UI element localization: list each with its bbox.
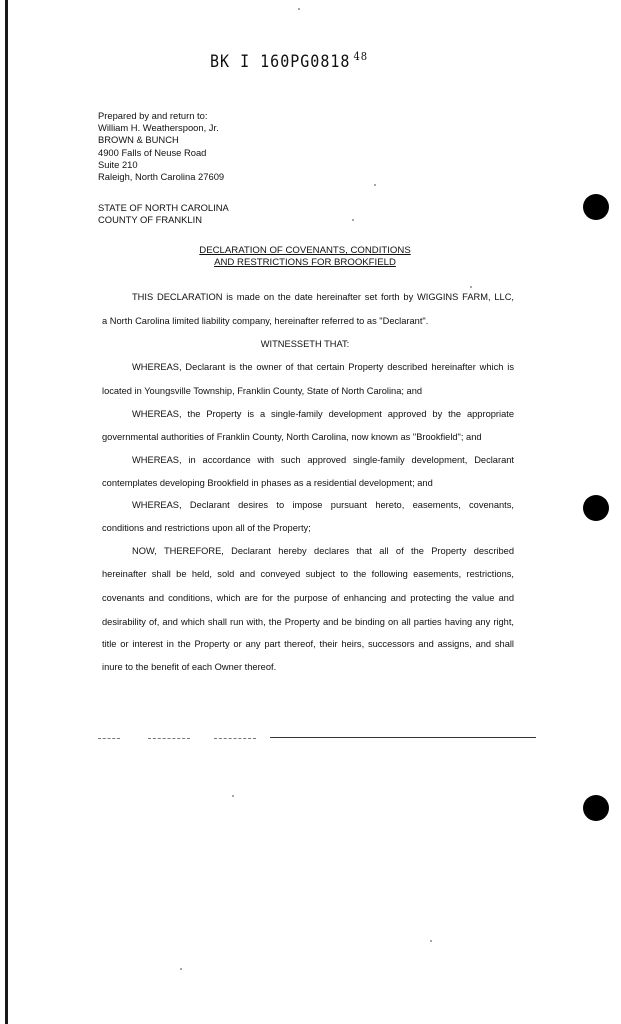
prepared-by-line: Raleigh, North Carolina 27609 bbox=[98, 171, 225, 183]
scan-speck bbox=[374, 184, 376, 186]
title-line-1: DECLARATION OF COVENANTS, CONDITIONS bbox=[199, 245, 411, 256]
whereas-1-line-2: located in Youngsville Township, Franklin County, State of North Carolina; and bbox=[102, 386, 423, 396]
handwritten-note: 48 bbox=[353, 50, 369, 64]
now-therefore-line-5: title or interest in the Property or any part thereof, their heirs, successors and assigns, and shall bbox=[102, 639, 514, 649]
prepared-by-block bbox=[98, 110, 224, 183]
state-line: STATE OF NORTH CAROLINA bbox=[98, 202, 229, 213]
county-line: COUNTY OF FRANKLIN bbox=[98, 214, 203, 226]
now-therefore-line-6: inure to the benefit of each Owner thereof. bbox=[102, 662, 277, 672]
scan-dash bbox=[98, 738, 120, 739]
signature-rule bbox=[270, 737, 536, 738]
prepared-by-line: Prepared by and return to: bbox=[98, 110, 208, 121]
witnesseth-heading: WITNESSETH THAT: bbox=[260, 339, 350, 349]
intro-line-2: a North Carolina limited liability company, hereinafter referred to as "Declarant". bbox=[102, 316, 429, 326]
intro-line-1: THIS DECLARATION is made on the date hereinafter set forth by WIGGINS FARM, LLC, bbox=[132, 292, 514, 302]
scan-speck bbox=[298, 8, 300, 10]
scan-edge bbox=[5, 0, 8, 1024]
prepared-by-line: 4900 Falls of Neuse Road bbox=[98, 146, 207, 158]
prepared-by-line: Suite 210 bbox=[98, 158, 138, 170]
document-title bbox=[0, 245, 610, 269]
scan-speck bbox=[430, 940, 432, 942]
whereas-2-line-1: WHEREAS, the Property is a single-family development approved by the appropriate bbox=[132, 409, 514, 419]
punch-hole-top bbox=[583, 194, 609, 220]
scan-speck bbox=[470, 286, 472, 288]
whereas-4-line-2: conditions and restrictions upon all of the Property; bbox=[102, 523, 311, 533]
scan-speck bbox=[232, 795, 234, 797]
now-therefore-line-1: NOW, THEREFORE, Declarant hereby declares that all of the Property described bbox=[132, 546, 514, 556]
prepared-by-line: BROWN & BUNCH bbox=[98, 134, 179, 146]
book-page-stamp bbox=[210, 51, 368, 72]
whereas-3-line-1: WHEREAS, in accordance with such approved single-family development, Declarant bbox=[132, 455, 514, 465]
punch-hole-bottom bbox=[583, 795, 609, 821]
whereas-1-line-1: WHEREAS, Declarant is the owner of that certain Property described hereinafter which is bbox=[132, 362, 514, 372]
book-page-number: BK I 160PG0818 bbox=[210, 50, 351, 72]
scan-speck bbox=[352, 219, 354, 221]
scan-dash bbox=[148, 738, 190, 739]
whereas-2-line-2: governmental authorities of Franklin County, North Carolina, now known as "Brookfield"; and bbox=[102, 432, 482, 442]
prepared-by-line: William H. Weatherspoon, Jr. bbox=[98, 122, 219, 134]
whereas-4-line-1: WHEREAS, Declarant desires to impose pursuant hereto, easements, covenants, bbox=[132, 500, 514, 510]
scan-dash bbox=[214, 738, 256, 739]
title-line-2: AND RESTRICTIONS FOR BROOKFIELD bbox=[214, 257, 396, 268]
now-therefore-line-4: desirability of, and which shall run with, the Property and be binding on all parties having any right, bbox=[102, 617, 514, 627]
now-therefore-line-3: covenants and conditions, which are for the purpose of enhancing and protecting the value and bbox=[102, 593, 514, 603]
now-therefore-line-2: hereinafter shall be held, sold and conveyed subject to the following easements, restrictions, bbox=[102, 569, 514, 579]
punch-hole-middle bbox=[583, 495, 609, 521]
jurisdiction-block bbox=[98, 202, 229, 226]
whereas-3-line-2: contemplates developing Brookfield in phases as a residential development; and bbox=[102, 478, 433, 488]
scan-speck bbox=[180, 968, 182, 970]
